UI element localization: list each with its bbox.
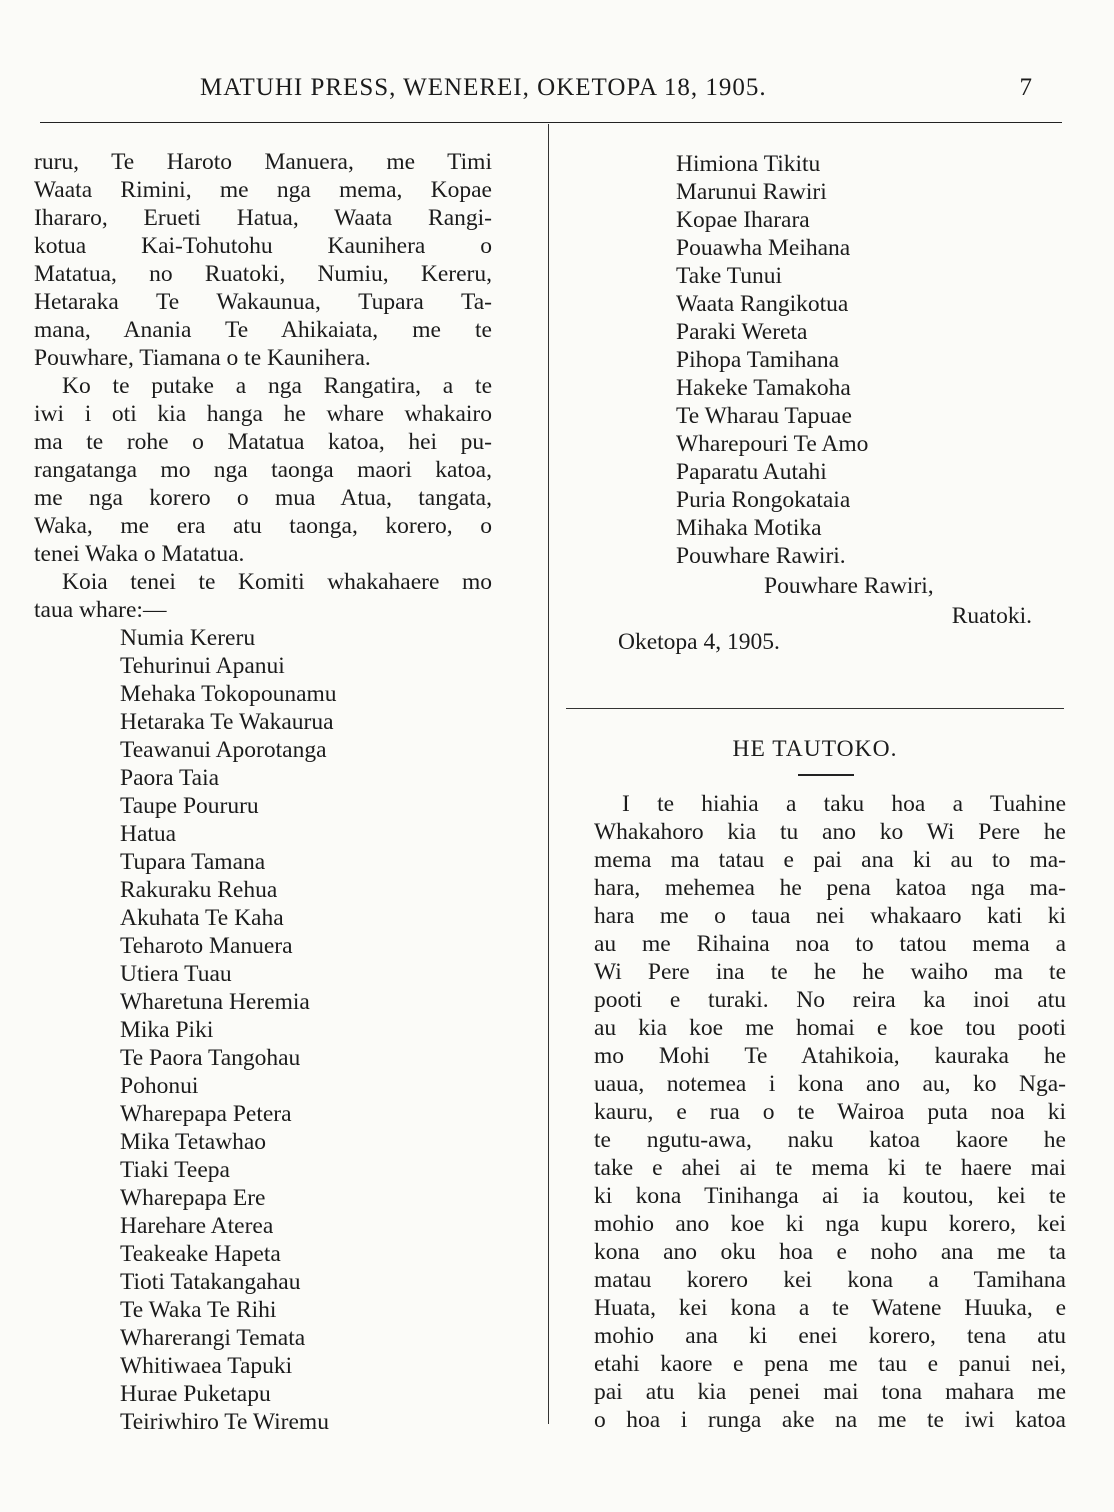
committee-list-continued (596, 150, 1066, 570)
signature-place: Ruatoki. (951, 603, 1032, 629)
text-line: ma te rohe o Matatua katoa, hei pu- (34, 429, 492, 455)
text-line: me nga korero o mua Atua, tangata, (34, 485, 492, 511)
text-line: Ihararo, Erueti Hatua, Waata Rangi- (34, 205, 492, 231)
text-line: kotua Kai-Tohutohu Kaunihera o (34, 233, 492, 259)
text-line: Koia tenei te Komiti whakahaere mo (62, 569, 492, 595)
text-line: mohio ano koe ki nga kupu korero, kei (594, 1211, 1066, 1237)
text-line: Waata Rimini, me nga mema, Kopae (34, 177, 492, 203)
text-line: rangatanga mo nga taonga maori katoa, (34, 457, 492, 483)
text-line: taua whare:— (34, 597, 167, 623)
list-item: Paraki Wereta (676, 319, 808, 345)
text-line: etahi kaore e pena me tau e panui nei, (594, 1351, 1066, 1377)
list-item: Hatua (120, 821, 177, 847)
text-line: Pouwhare, Tiamana o te Kaunihera. (34, 345, 371, 371)
list-item: Waata Rangikotua (676, 291, 849, 317)
list-item: Teakeake Hapeta (120, 1241, 281, 1267)
list-item: Tehurinui Apanui (120, 653, 285, 679)
text-line: mohio ana ki enei korero, tena atu (594, 1323, 1066, 1349)
list-item: Wharerangi Temata (120, 1325, 306, 1351)
list-item: Taupe Poururu (120, 793, 259, 819)
text-line: matau korero kei kona a Tamihana (594, 1267, 1066, 1293)
signature-name: Pouwhare Rawiri, (764, 573, 934, 599)
list-item: Tupara Tamana (120, 849, 266, 875)
text-line: Waka, me era atu taonga, korero, o (34, 513, 492, 539)
list-item: Wharetuna Heremia (120, 989, 310, 1015)
list-item: Utiera Tuau (120, 961, 232, 987)
text-line: ruru, Te Haroto Manuera, me Timi (34, 149, 492, 175)
header-rule (40, 122, 1062, 123)
text-line: Whakahoro kia tu ano ko Wi Pere he (594, 819, 1066, 845)
text-line: iwi i oti kia hanga he whare whakairo (34, 401, 492, 427)
list-item: Pouawha Meihana (676, 235, 851, 261)
text-line: Wi Pere ina te he he waiho ma te (594, 959, 1066, 985)
list-item: Te Paora Tangohau (120, 1045, 301, 1071)
list-item: Paora Taia (120, 765, 220, 791)
letter-date: Oketopa 4, 1905. (618, 629, 780, 655)
list-item: Mihaka Motika (676, 515, 822, 541)
list-item: Rakuraku Rehua (120, 877, 278, 903)
text-line: pai atu kia penei mai tona mahara me (594, 1379, 1066, 1405)
paragraph-1 (34, 148, 492, 372)
list-item: Tioti Tatakangahau (120, 1269, 301, 1295)
text-line: I te hiahia a taku hoa a Tuahine (622, 791, 1066, 817)
text-line: Huata, kei kona a te Watene Huuka, e (594, 1295, 1066, 1321)
list-item: Teharoto Manuera (120, 933, 293, 959)
list-item: Akuhata Te Kaha (120, 905, 284, 931)
heading-underline (798, 774, 854, 776)
list-item: Hakeke Tamakoha (676, 375, 851, 401)
page-number: 7 (1019, 74, 1032, 101)
list-item: Wharepapa Petera (120, 1101, 292, 1127)
text-line: au me Rihaina noa to tatou mema a (594, 931, 1066, 957)
text-line: Matatua, no Ruatoki, Numiu, Kereru, (34, 261, 492, 287)
text-line: uaua, notemea i kona ano au, ko Nga- (594, 1071, 1066, 1097)
committee-list (34, 624, 492, 1436)
article-heading: HE TAUTOKO. (732, 736, 898, 762)
text-line: hara me o taua nei whakaaro kati ki (594, 903, 1066, 929)
list-item: Te Waka Te Rihi (120, 1297, 277, 1323)
text-line: Ko te putake a nga Rangatira, a te (62, 373, 492, 399)
paragraph-2 (34, 372, 492, 568)
list-item: Wharepapa Ere (120, 1185, 266, 1211)
list-item: Pouwhare Rawiri. (676, 543, 846, 569)
text-line: tenei Waka o Matatua. (34, 541, 245, 567)
text-line: kauru, e rua o te Wairoa puta noa ki (594, 1099, 1066, 1125)
list-item: Marunui Rawiri (676, 179, 827, 205)
list-item: Te Wharau Tapuae (676, 403, 852, 429)
list-item: Mika Tetawhao (120, 1129, 267, 1155)
text-line: mema ma tatau e pai ana ki au to ma- (594, 847, 1066, 873)
list-item: Pohonui (120, 1073, 199, 1099)
list-item: Mika Piki (120, 1017, 214, 1043)
text-line: hara, mehemea he pena katoa nga ma- (594, 875, 1066, 901)
list-item: Paparatu Autahi (676, 459, 827, 485)
text-line: te ngutu-awa, naku katoa kaore he (594, 1127, 1066, 1153)
page-header (40, 74, 1062, 114)
text-line: mana, Anania Te Ahikaiata, me te (34, 317, 492, 343)
column-divider (548, 124, 549, 1424)
section-rule (566, 708, 1064, 709)
list-item: Tiaki Teepa (120, 1157, 230, 1183)
list-item: Take Tunui (676, 263, 783, 289)
list-item: Mehaka Tokopounamu (120, 681, 337, 707)
list-item: Kopae Iharara (676, 207, 810, 233)
text-line: Hetaraka Te Wakaunua, Tupara Ta- (34, 289, 492, 315)
left-column (34, 148, 492, 1436)
text-line: au kia koe me homai e koe tou pooti (594, 1015, 1066, 1041)
list-item: Himiona Tikitu (676, 151, 821, 177)
list-item: Wharepouri Te Amo (676, 431, 869, 457)
masthead-title: MATUHI PRESS, WENEREI, OKETOPA 18, 1905. (200, 74, 767, 101)
right-column (596, 150, 1066, 656)
paragraph-3 (34, 568, 492, 624)
article-body (594, 790, 1066, 1434)
text-line: pooti e turaki. No reira ka inoi atu (594, 987, 1066, 1013)
list-item: Teiriwhiro Te Wiremu (120, 1409, 329, 1435)
list-item: Pihopa Tamihana (676, 347, 840, 373)
list-item: Hetaraka Te Wakaurua (120, 709, 334, 735)
list-item: Puria Rongokataia (676, 487, 851, 513)
text-line: o hoa i runga ake na me te iwi katoa (594, 1407, 1066, 1433)
text-line: ki kona Tinihanga ai ia koutou, kei te (594, 1183, 1066, 1209)
list-item: Hurae Puketapu (120, 1381, 271, 1407)
text-line: mo Mohi Te Atahikoia, kauraka he (594, 1043, 1066, 1069)
text-line: take e ahei ai te mema ki te haere mai (594, 1155, 1066, 1181)
list-item: Harehare Aterea (120, 1213, 274, 1239)
text-line: kona ano oku hoa e noho ana me ta (594, 1239, 1066, 1265)
list-item: Numia Kereru (120, 625, 256, 651)
list-item: Teawanui Aporotanga (120, 737, 327, 763)
list-item: Whitiwaea Tapuki (120, 1353, 293, 1379)
